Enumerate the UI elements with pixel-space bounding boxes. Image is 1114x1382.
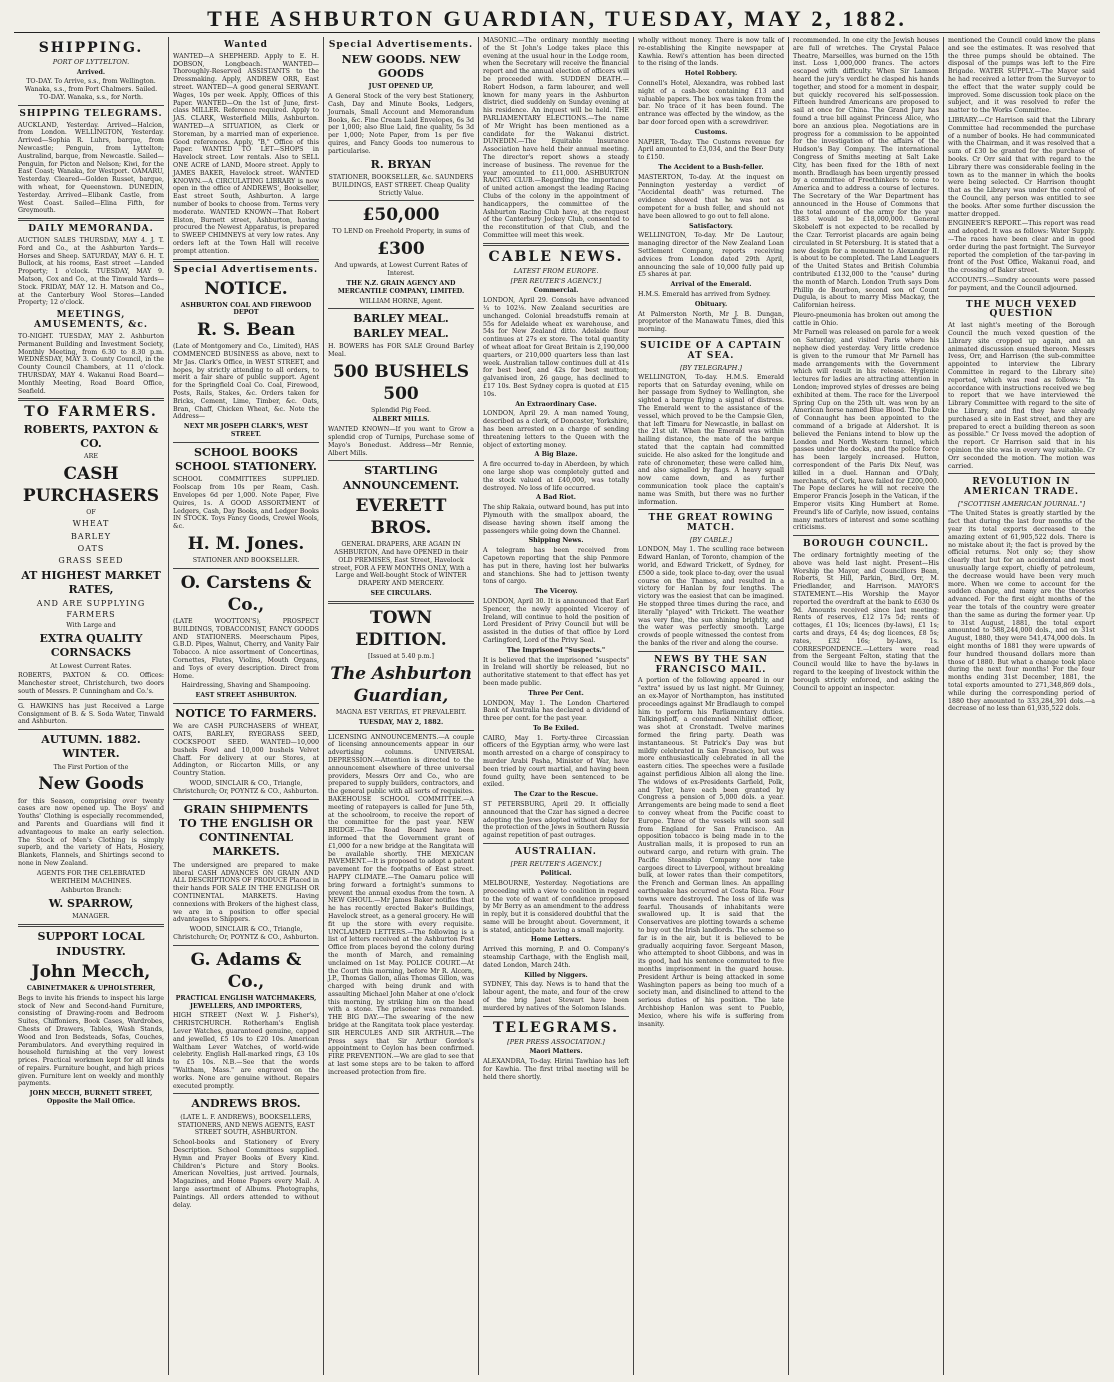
- divider: [483, 843, 629, 844]
- divider: [638, 337, 784, 338]
- manager-text: MANAGER.: [72, 913, 110, 921]
- town-edition: TOWN EDITION.: [355, 607, 447, 650]
- carstens-name: O. Carstens & Co.,: [180, 572, 312, 615]
- firm-offices: ROBERTS, PAXTON & CO. Offices: Manchester street, Christchurch, two doors south of Messrs. P. Cunningham and Co.'s.: [18, 672, 164, 695]
- school-books-heading: SCHOOL BOOKS SCHOOL STATIONERY.: [175, 445, 317, 474]
- special-ads-heading: Special Advertisements.: [173, 264, 319, 275]
- grain-grass-seed: GRASS SEED: [58, 556, 124, 566]
- divider: [173, 442, 319, 443]
- sf-mail-more: Mr Parnell was released on parole for a week on Saturday, and visited Paris where his nephew died yesterday. Very little credence is given to the rumour that Mr Parnell has made arrangements with the Government which will result in his release. Hygienic lectures for ladies are attracting attention in London; improved styles of dresses are being exhibited at them. The race for the Liverpool Spring Cup on the 25th ult. was won by an American horse named Blue Blood. The Duke of Connaught has been appointed to the command of a brigade at Aldershot. It is believed the Fenians intend to blow up the London and North Western tunnel, which passes under the docks, and the police force has been largely increased. Hutton, correspondent of the Paris Dix Neuf, was killed in a duel. Hannan and O'Daly, merchants, of Cork, have failed for £200,000. The Pope declares he will not receive the Emperor Francis Joseph in the Vatican, if the Emperor visits King Humbert at Rome. Freund's life of Carlyle, now issued, contains many matters of interest and some scathing criticisms.: [793, 329, 939, 532]
- australian-heading: AUSTRALIAN.: [515, 847, 597, 858]
- wanted-text: WANTED—A SHEPHERD. Apply to E. H. DOBSON, Longbeach. WANTED—Thoroughly-Reserved ASSISTANTS to the Dressmaking. Apply, ANDREW ORR, East street. WANTED—A good general SERVANT. Wages, 10s per week. Apply, Offices of this Paper. WANTED—On the 1st of June, first-class MILLER. Reference required. Apply to JAS. CLARK, Westerfield Mills, Ashburton. WANTED—A SITUATION, as Clerk or Storeman, by a married man of experience. Good references. Apply, "B," Office of this Paper. WANTED TO LET—SHOPS in Havelock street. Low rentals. Also to SELL ONE ACRE of LAND, Moore street. Apply to JAMES BAKER, Havelock street. WANTED KNOWN.—A CIRCULATING LIBRARY is now open in the office of ANDREWS', Bookseller, East street South, Ashburton. A large number of books to choose from. Terms very moderate. WANTED KNOWN—That Robert Elston, Burnett street, Ashburton, having procured the Newest Apparatus, is prepared to SWEEP CHIMNEYS at very low rates. Any orders left at the Town Hall will receive prompt attention.: [173, 52, 319, 255]
- maori-heading: Maori Matters.: [529, 1048, 583, 1056]
- highest-rates: AT HIGHEST MARKET RATES,: [21, 568, 161, 597]
- wood-sinclair-2: WOOD, SINCLAIR & CO., Triangle, Christchurch; Or, POYNTZ & CO., Ashburton.: [173, 926, 319, 941]
- meetings-heading: MEETINGS, AMUSEMENTS, &c.: [33, 310, 149, 331]
- divider: [948, 473, 1095, 474]
- arrived-text: TO-DAY. To Arrive, s.s., from Wellington. Wanaka, s.s., from Port Chalmers. Sailed. TO-DAY. Wanaka, s.s., for North.: [24, 78, 158, 101]
- rowing-heading: THE GREAT ROWING MATCH.: [648, 513, 774, 534]
- borough-council-text: The ordinary fortnightly meeting of the above was held last night. Present—His Worship the Mayor, and Councillors Bean, Roberts, St Hill, Parkin, Bird, Orr, M. Friedlander, and Harrison. MAYOR'S STATEMENT.—His Worship the Mayor reported the overdraft at the bank to £630 0s 9d. Amounts received since last meeting: Rents of reserves, £12 17s 5d; rents of cottages, £1 10s; licences (by-laws), £1 1s; carts and drays, £4 4s; dog licences, £8 5s; rates, £32 16s; by-laws, 1s. CORRESPONDENCE.—Letters were read from the Sergeant Felton, stating that the Council would like to have the by-laws in regard to the keeping of livestock within the borough strictly enforced, and asking the Council to appoint an inspector.: [793, 552, 939, 692]
- grain-wheat: WHEAT: [72, 519, 110, 529]
- shipping-heading: SHIPPING.: [38, 40, 144, 56]
- cable-news-heading: CABLE NEWS.: [488, 248, 624, 265]
- sparrow-name: W. SPARROW,: [48, 897, 134, 911]
- killed-text: SYDNEY, This day. News is to hand that the labour agent, the mate, and four of the crew of the brig Janet Stewart have been murdered by natives of the Solomon Islands.: [483, 981, 629, 1012]
- andrews-name: ANDREWS BROS.: [191, 1097, 301, 1111]
- divider: [18, 924, 164, 927]
- divider: [483, 1016, 629, 1017]
- divider: [18, 398, 164, 401]
- adams-text: HIGH STREET (Next W. J. Fisher's), CHRISTCHURCH. Rotherham's English Lever Watches, guaranteed genuine, capped and jewelled, £5 10s to £20 10s. American Waltham Lever Watches, of world-wide celebrity. English Hall-marked rings, £3 10s to £5 10s. N.B.—See that the words "Waltham, Mass." are engraved on the works. None are genuine without. Repairs executed promptly.: [173, 1012, 319, 1090]
- maori-text: ALEXANDRA, To-day. Hirini Tawhiao has left for Kawhia. The first tribal meeting will be held there shortly.: [483, 1058, 629, 1081]
- suspects-heading: The Imprisoned "Suspects.": [506, 646, 606, 654]
- big-blaze-heading: A Big Blaze.: [534, 451, 578, 459]
- divider: [328, 308, 474, 309]
- divider: [18, 699, 164, 700]
- home-letters-text: Arrived this morning, P. and O. Company's steamship Carthage, with the English mail, dated London, March 24th.: [483, 946, 629, 969]
- revolution-heading: REVOLUTION IN AMERICAN TRADE.: [964, 477, 1079, 498]
- divider: [793, 535, 939, 536]
- grain-shipments-heading: GRAIN SHIPMENTS TO THE ENGLISH OR CONTINENTAL MARKETS.: [179, 802, 313, 859]
- cash-purchasers: CASH PURCHASERS: [22, 464, 160, 507]
- sf-mail-continued: recommended. In one city the Jewish houses are full of wretches. The Crystal Palace Theatre, Marseilles, was burned on the 15th inst. Loss 1,000,000 francs. The actors escaped with difficulty. When Sir Lamson heard the jury's verdict he clasped his hands together, and stood for a moment in despair, but quickly recovered his self-possession. Fifteen hundred Americans are proposed to sail at once for China. The Grand Jury has found a true bill against Princess Alice, who bore an anxious plea. Negotiations are in progress for a commission to be appointed for the investigation of the affairs of the Hudson's Bay Company. The international Congress of Smiths meeting at Salt Lake City, has been fixed for the 18th of next month. Bradlaugh has been urgently pressed by a committee of Freethinkers to come to America and to address a course of lectures. The Secretary of the War Department has announced in the House of Commons that the total amount of the army for the year 1883 would be £18,000,000. General Skobeleff is not expected to be recalled by the Czar. Terrorist placards are again being circulated in St Petersburg. It is stated that a new design for a monument to Alexander II. is about to be completed. The Land Leaguers of the United States and British Columbia contributed £132,000 to the "cause" during the month of March. London Truth says Dom Phillip de Bourbon, second son of Count Dugula, is about to marry Miss Mackay, the Californian heiress.: [793, 37, 939, 310]
- revolution-source: ["SCOTTISH AMERICAN JOURNAL."]: [957, 500, 1086, 509]
- see-circulars: SEE CIRCULARS.: [370, 590, 432, 598]
- divider: [18, 105, 164, 106]
- exiled-text: CAIRO, May 1. Forty-three Circassian officers of the Egyptian army, who were last month arrested on a charge of conspiracy to murder Arabi Pasha, Minister of War, have been tried by court martial, and having been found guilty, have been sentenced to be exiled.: [483, 734, 629, 789]
- column-1: [14, 37, 169, 1375]
- mecch-signature: JOHN MECCH, BURNETT STREET, Opposite the Mail Office.: [29, 1090, 153, 1106]
- shipping-news-heading: Shipping News.: [528, 537, 584, 545]
- cable-news-sub: LATEST FROM EUROPE.: [513, 267, 599, 276]
- telegrams-heading: TELEGRAMS.: [492, 1019, 620, 1036]
- meetings-text: TO-NIGHT. TUESDAY, MAY 2. Ashburton Permanent Building and Investment Society, Monthly Meeting, from 6.30 to 8.30 p.m. WEDNESDAY, MAY 3. County Council, in the County Council Chambers, at 11 o'clock. THURSDAY, MAY 4. Wakanui Road Board—Monthly Meeting, Road Board Office, Seafield.: [18, 333, 164, 395]
- shipping-telegrams-text: AUCKLAND, Yesterday. Arrived—Halcion, from London. WELLINGTON, Yesterday. Arrived—Sophia R. Luhrs, barque, from Newcastle; Penguin, from Lyttelton; Australind, barque, from Newcastle. Sailed—Penguin, for Picton and Nelson; Kiwi, for the East Coast; Wanaka, for Westport. OAMARU, Yesterday. Cleared—Golden Russet, barque, with wheat, for Queenstown. DUNEDIN, Yesterday. Arrived—Elibank Castle, from West Coast. Sailed—Elina Fifth, for Greymouth.: [18, 121, 164, 215]
- column-5: [634, 37, 789, 1375]
- shipping-news-text: A telegram has been received from Capetown reporting that the ship Penmore has put in there, having lost her bulwarks and stanchions. She had to jettison twenty tons of cargo.: [483, 547, 629, 586]
- new-goods-banner: NEW GOODS. NEW GOODS: [341, 52, 461, 81]
- just-opened: JUST OPENED UP,: [368, 83, 434, 91]
- motto: MAGNA EST VERITAS, ET PREVALEBIT.: [335, 709, 467, 716]
- everett-text: GENERAL DRAPERS, ARE AGAIN IN ASHBURTON, And have OPENED in their OLD PREMISES, East Street, Havelock street, FOR A FEW MONTHS ONLY, With a Large and Well-bought Stock of WINTER DRAPERY AND MERCERY.: [331, 541, 471, 588]
- divider: [18, 218, 164, 221]
- are-text: ARE: [84, 453, 98, 461]
- suicide-text: WELLINGTON, To-day. H.M.S. Emerald reports that on Saturday evening, while on her passage from Sydney to Wellington, she sighted a barque flying a signal of distress. The Emerald went to the assistance of the vessel, which proved to be the Campsie Glen, that left Timaru for Newcastle, in ballast on the 21st ult. When the Emerald was within hailing distance, the mate of the barque stated that the captain had committed suicide. He also asked for the longitude and rate of chronometer, these were called him, and also signalled by flags. A heavy squall now came down, and as further communication took place the captain's name was Smith, but there was no further information.: [638, 373, 784, 506]
- andrews-sub: (LATE L. F. ANDREWS), BOOKSELLERS, STATIONERS, AND NEWS AGENTS, EAST STREET SOUTH, ASHBURTON.: [177, 1113, 315, 1137]
- bean-text: (Late of Montgomery and Co., Limited), HAS COMMENCED BUSINESS as above, next to Mr Jas. Clark's Office, in WEST STREET, and hopes, by strictly attending to all orders, to merit a fair share of public support. Agent for the Springfield Coal Co. Coal, Firewood, Posts, Rails, Stakes, &c. Orders taken for Bricks, Cement, Lime, Timber, &c. Oats, Bran, Chaff, Chicken Wheat, &c. Note the Address—: [173, 343, 319, 421]
- editorial-text: LICENSING ANNOUNCEMENTS.—A couple of licensing announcements appear in our advertising columns. UNIVERSAL DEPRESSION.—Attention is directed to the announcement elsewhere of three universal providers, Messrs Orr and Co., who are prepared to supply builders, contractors, and the general public with all sorts of requisites. BAKEHOUSE SCHOOL COMMITTEE.—A meeting of ratepayers is called for June 5th, at the schoolroom, to receive the report of the committee for the past year. NEW BRIDGE.—The Road Board have been informed that the Government grant of £1,000 for a new bridge at the Rangitata will be available shortly. THE MEXICAN PAVEMENT.—It is proposed to adopt a patent pavement for the footpaths of East street. HAPPY CLIMATE.—The Oamaru police will bring forward a fortnight's summons to prevent the annual exodus from the town. A NEW GHOUL.—Mr James Baker notifies that he has recently erected Baker's Buildings, Havelock street, as a general grocery. He will fit up the store with every requisite. UNCLAIMED LETTERS.—The following is a list of letters received at the Ashburton Post Office from places beyond the colony during the month of March, and remaining unclaimed on 1st May. POLICE COURT.—At the Court this morning, before Mr R. Alcorn, J.P., Thomas Gallon, alias Thomas Gillon, was charged with being drunk and with assaulting Michael John Maher at one o'clock this morning, by striking him on the head with a stone. The prisoner was remanded. THE BIG DAY.—The swearing of the new bridge at the Rangitata took place yesterday. SIR HERCULES AND SIR ARTHUR.—The Press says that Sir Arthur Gordon's appointment to Ceylon has been confirmed. FIRE PREVENTION.—We are glad to see that at last some steps are to be taken to afford increased protection from fire.: [328, 733, 474, 1076]
- big-blaze-text: A fire occurred to-day in Aberdeen, by which one large shop was completely gutted and the stock valued at £40,000, was totally destroyed. No loss of life occurred.: [483, 461, 629, 492]
- press-association: [PER PRESS ASSOCIATION.]: [507, 1038, 605, 1047]
- pleuro-text: Pleuro-pneumonia has broken out among the cattle in Ohio.: [793, 311, 939, 327]
- killed-heading: Killed by Niggers.: [524, 971, 588, 979]
- issue-date: TUESDAY, MAY 2, 1882.: [358, 718, 444, 726]
- library-text: LIBRARY.—Cr Harrison said that the Library Committee had recommended the purchase of a number of books. He had communicated with the Chairman, and it was resolved that a sum of £30 be granted for the purchase of books. Cr Orr said that with regard to the Library there was considerable feeling in the town as to the manner in which the books were being selected. Cr Harrison thought that as the Library was under the control of the Council, any person was entitled to see the books. After some further discussion the matter dropped.: [948, 116, 1095, 218]
- accounts-text: ACCOUNTS.—Sundry accounts were passed for payment, and the Council adjourned.: [948, 276, 1095, 292]
- hotel-robbery-heading: Hotel Robbery.: [684, 70, 738, 78]
- political-text: MELBOURNE, Yesterday. Negotiations are proceeding with a view to coalition in regard to the vote of want of confidence proposed by Mr Berry as an amendment to the address in reply, but it is considered doubtful that the same will be brought about. Government, it is stated, anticipate having a small majority.: [483, 879, 629, 934]
- viceroy-heading: The Viceroy.: [534, 588, 578, 596]
- paper-title: The Ashburton Guardian,: [330, 663, 472, 706]
- divider: [328, 460, 474, 461]
- column-4: [479, 37, 634, 1375]
- notice-farmers-text: We are CASH PURCHASERS of WHEAT, OATS, BARLEY, RYEGRASS SEED, COCKSFOOT SEED. WANTED—10,000 bushels Fowl and 10,000 bushels Velvet Chaff. For delivery at our Stores, at Addington, or Riccarton Mills, or any Country Station.: [173, 723, 319, 778]
- engineer-report: ENGINEER'S REPORT.—This report was read and adopted. It was as follows: Water Supply.—The races have been clear and in good order during the past fortnight. The Surveyor reported the completion of the tar-paving in front of the Post Office, Wakanui road, and the crossing of Baker street.: [948, 220, 1095, 275]
- carstens-address: EAST STREET ASHBURTON.: [195, 692, 297, 700]
- emerald-heading: Arrival of the Emerald.: [670, 281, 752, 289]
- jones-sub: STATIONER AND BOOKSELLER.: [192, 557, 300, 565]
- bryan-sub: STATIONER, BOOKSELLER, &c. SAUNDERS BUILDINGS, EAST STREET. Cheap Quality Strictly Value.: [328, 173, 474, 197]
- divider: [173, 703, 319, 704]
- column-7: [944, 37, 1099, 1375]
- divider: [328, 601, 474, 604]
- sf-mail-text: A portion of the following appeared in our "extra" issued by us last night. Mr Guinney, an ex-Mayor of Northampton, has instituted proceedings against Mr Bradlaugh to compel him to perform his Parliamentary duties. Talkingshoff, a condemned Nihilist officer, was shot at Cronstadt. Twelve marines formed the firing party. Death was instantaneous. St Patrick's Day was but mildly celebrated in San Francisco, but was more enthusiastically celebrated in all the eastern cities. The speeches were a fusilade against perfidious Albion all along the line. The widows of ex-Presidents Garfield, Polk, and Tyler, have each been granted by Congress a pension of 5,000 dols. a year. Arrangements are being made to send a fleet to convey wheat from the Pacific coast to Europe. Three of the vessels will soon sail from England for San Francisco. An opposition tobacco is being made in to the Australian mails, it is proposed to run an outward cargo, and return with grain. The Pacific Steamship Company now take cargoes direct to Liverpool, without breaking bulk, at lower rates than their competitors, the French and German lines. An appalling earthquake has occurred at Costa Rica. Four towns were destroyed. The loss of life was fearful. Thousands of inhabitants were swallowed up. It is said that the Conservatives are plotting towards a scheme to buy out the Irish landlords. The scheme so far is in the air, but it is believed to be gradually acquiring favor. Sergeant Mason, who attempted to shoot Gibbons, and was in its good, had his sentence commuted to five months imprisonment in the guard house. President Arthur is being attacked in some Washington papers as being too much of a society man, and disinclined to attend to the serious duties of his position. The late Archbishop Hanlon was sent to Pueblo, Mexico, where his wife is suffering from insanity.: [638, 677, 784, 1028]
- autumn-winter: AUTUMN. 1882. WINTER.: [41, 733, 141, 761]
- carstens-text: (LATE WOOTTON'S), PROSPECT BUILDINGS, TOBACCONIST, FANCY GOODS AND STATIONERS. Meerschaum Pipes, G.B.D. Pipes, Walnut, Cherry, and Vanity Fair Tobacco. A nice assortment of Concertinas, Cornettes, Flutes, Violins, Mouth Organs, and Toys of every description. Direct from Home.: [173, 618, 319, 680]
- support-local: SUPPORT LOCAL INDUSTRY.: [37, 930, 145, 958]
- bean-address: NEXT MR JOSEPH CLARK'S, WEST STREET.: [183, 423, 309, 439]
- bowers-text: H. BOWERS has FOR SALE Ground Barley Meal.: [328, 342, 474, 358]
- divider: [173, 945, 319, 946]
- divider: [638, 509, 784, 510]
- hawkins-ad: G. HAWKINS has just Received a Large Consignment of B. & S. Soda Water, Tinwald and Ashburton.: [18, 702, 164, 726]
- wood-sinclair: WOOD, SINCLAIR & CO., Triangle, Christchurch; Or, POYNTZ & CO., Ashburton.: [173, 779, 319, 795]
- obituary-text: At Palmerston North, Mr J. B. Dungan, proprietor of the Manawatu Times, died this morning.: [638, 310, 784, 334]
- andrews-text: School-books and Stationery of Every Description. School Committees supplied. Hymn and Prayer Books of Every Kind. Children's Picture and Story Books. American Novelties, just arrived. Journals, Magazines, and Home Papers every Mail. A large assortment of Albums. Photographs, Paintings. All orders attended to without delay.: [173, 1139, 319, 1209]
- albert-mills: ALBERT MILLS.: [372, 416, 430, 424]
- issued-time: [Issued at 5.40 p.m.]: [368, 653, 434, 661]
- by-cable: [BY CABLE.]: [689, 536, 733, 545]
- local-news-text: MASONIC.—The ordinary monthly meeting of the St John's Lodge takes place this evening at the usual hour in the Lodge room, when the Secretary will receive the financial report and the annual election of officers will be proceeded with. SUDDEN DEATH.—Robert Hodson, a farm labourer, and well known for many years in the Ashburton district, died suddenly on Sunday evening at his residence. An inquest will be held. THE PARLIAMENTARY ELECTIONS.—The name of Mr Wright has been mentioned as a candidate for the Wakanui district. DUNEDIN.—The Equitable Insurance Association have held their annual meeting. The director's report shows a steady increase of business. The revenue for the year amounted to £11,000. ASHBURTON RACING CLUB.—Regarding the importance of united action amongst the leading Racing Clubs of the colony in the appointment of handicappers, the committee of the Ashburton Racing Club have, at the request of the Canterbury Jockey Club, consented to the reconstitution of that Club, and the Committee will meet this week.: [483, 37, 629, 239]
- viceroy-text: LONDON, April 30. It is announced that Earl Spencer, the newly appointed Viceroy of Ireland, will continue to hold the position of Lord President of Privy Council but will be assisted in the duties of that office by Lord Carlingford, Lord of the Privy Seal.: [483, 597, 629, 644]
- loan-amount: £300: [377, 239, 425, 260]
- lowest-rates: At Lowest Current Rates.: [50, 662, 132, 670]
- grain-oats: OATS: [77, 543, 105, 553]
- column-3: [324, 37, 479, 1375]
- port-heading: PORT OF LYTTELTON.: [52, 58, 130, 67]
- divider: [173, 1093, 319, 1094]
- adams-name: G. Adams & Co.,: [190, 949, 302, 992]
- satisfactory-heading: Satisfactory.: [689, 222, 733, 230]
- mecch-name: John Mecch,: [31, 961, 151, 982]
- notice-heading: NOTICE.: [204, 278, 288, 299]
- divider: [948, 296, 1095, 297]
- columns: [14, 37, 1100, 1375]
- divider: [483, 243, 629, 246]
- revolution-text: "The United States is greatly startled by the fact that during the last four months of the year its total exports decreased to the amazing extent of 61,905,522 dols. There is no mistake about it; the fact is proved by the official returns. Not only so; they show clearly that but for an accidental and most unusually large export, chiefly of petroleum, the decrease would have been very much more. When we come to account for the sudden change, and many are the theories advanced. For the first eight months of the year the totals of the country were greater than the same as during the former year. Up to 31st August, 1881, the total export amounted to 588,244,000 dols., and on 31st August, 1880, they were 541,474,000 dols. In eight months of 1881 they were upwards of four hundred thousand dollars more than those of 1880. But what a change took place during the next four months! For the four months ending 31st December, 1881, the total exports amounted to 271,348,869 dols., while during the corresponding period of 1880 they amounted to 333,284,391 dols.—a decrease of no less than 61,935,522 dols.: [948, 510, 1095, 713]
- kawhia-text: wholly without money. There is now talk of re-establishing the Kingite newspaper at Kawhia. Rewi's attention has been directed to the rising of the lands.: [638, 37, 784, 68]
- new-goods-text: for this Season, comprising over twenty cases are now opened up. The Boys' and Youths' Clothing is especially recommended, and Parents and Guardians will find it advantageous to make an early selection. The Stock of Men's Clothing is simply superb, and the variety of Hats, Hosiery, Blankets, Flannels, and Shirtings second to none in New Zealand.: [18, 797, 164, 867]
- loan-rest: And upwards, at Lowest Current Rates of Interest.: [334, 262, 468, 278]
- divider: [173, 568, 319, 569]
- masthead: THE ASHBURTON GUARDIAN, TUESDAY, MAY 2, 1882.: [14, 6, 1100, 33]
- grain-shipments-text: The undersigned are prepared to make liberal CASH ADVANCES ON GRAIN AND ALL DESCRIPTIONS OF PRODUCE Placed in their hands FOR SALE IN THE ENGLISH OR CONTINENTAL MARKETS. Having connexions with Brokers of the highest class, we are in a position to offer special advantages to Shippers.: [173, 861, 319, 924]
- customs-heading: Customs.: [694, 128, 728, 136]
- coal-depot-heading: ASHBURTON COAL AND FIREWOOD DEPOT: [180, 301, 312, 317]
- political-heading: Political.: [540, 870, 572, 878]
- grain-barley: BARLEY: [70, 531, 112, 541]
- agents-text: AGENTS FOR THE CELEBRATED WERTHEIM MACHINES.: [36, 869, 146, 885]
- cornsacks: EXTRA QUALITY CORNSACKS: [39, 631, 143, 660]
- everett-name: EVERETT BROS.: [355, 496, 447, 539]
- borough-council-heading: BOROUGH COUNCIL.: [802, 539, 930, 550]
- czar-text: ST PETERSBURG, April 29. It officially announced that the Czar has signed a decree adopting the Jews adopted without delay for the protection of the Jews in Southern Russia against repetition of past outrages.: [483, 801, 629, 840]
- bean-name: R. S. Bean: [196, 320, 296, 341]
- wanted-known-turnips: WANTED KNOWN—If you want to Grow a splendid crop of Turnips, Purchase some of Mayo's Bonedust. Address—Mr Rennie, Albert Mills.: [328, 426, 474, 457]
- vexed-question-heading: THE MUCH VEXED QUESTION: [965, 299, 1078, 320]
- horne-agent: WILLIAM HORNE, Agent.: [359, 297, 443, 305]
- accident-text: MASTERTON, To-day. At the inquest on Pennington yesterday a verdict of "Accidental death" was returned. The evidence showed that he was not as competent for a bush feller, and should not have been allowed to go out to fell alone.: [638, 173, 784, 220]
- customs-text: NAPIER, To-day. The Customs revenue for April amounted to £3,034, and the Beer Duty to £150.: [638, 138, 784, 162]
- daily-memoranda-text: AUCTION SALES THURSDAY, MAY 4. J. T. Ford and Co., at the Ashburton Yards—Horses and Sheep. SATURDAY, MAY 6. H. T. Bullock, at his rooms, East street —Landed Property; 1 o'clock. TUESDAY, MAY 9. Matson, Cox and Co., at the Tinwald Yards—Stock. FRIDAY, MAY 12. H. Matson and Co., at the Canterbury Wool Stores—Landed Property; 12 o'clock.: [18, 237, 164, 307]
- divider: [638, 651, 784, 652]
- obituary-heading: Obituary.: [694, 300, 728, 308]
- adams-sub: PRACTICAL ENGLISH WATCHMAKERS, JEWELLERS, AND IMPORTERS,: [175, 994, 317, 1010]
- pig-feed: Splendid Pig Feed.: [370, 406, 431, 414]
- commercial-text: LONDON, April 29. Consols have advanced ¼ to 102⅛. New Zealand securities are unchanged. Colonial breadstuffs remain at 55s for Adelaide wheat ex warehouse, and 54s for New Zealand ditto. Adelaide flour continues at 27s ex store. The total quantity of wheat afloat for Great Britain is 2,190,000 quarters, or 210,000 quarters less than last week. Australian tallow continues dull at 41s for best beef, and 42s for best mutton; galvanised iron, 26 gauge, has declined to £17 10s. Best Sydney copra is quoted at £15 10s.: [483, 297, 629, 398]
- reuter-agency: [PER REUTER'S AGENCY.]: [510, 277, 602, 286]
- divider: [328, 200, 474, 201]
- firm-name: ROBERTS, PAXTON & CO.: [23, 422, 159, 451]
- new-goods: New Goods: [38, 774, 144, 795]
- arrived-heading: Arrived.: [76, 68, 106, 76]
- barley-meal-heading: BARLEY MEAL. BARLEY MEAL.: [353, 312, 449, 340]
- ashburton-branch: Ashburton Branch:: [60, 887, 122, 895]
- bad-riot-text: The ship Rakaia, outward bound, has put into Plymouth with the smallpox aboard, the disease having shown itself among the passengers while going down the Channel.: [483, 504, 629, 535]
- bad-riot-heading: A Bad Riot.: [535, 494, 576, 502]
- hotel-robbery-text: Connell's Hotel, Alexandra, was robbed last night of a cash-box containing £13 and valuable papers. The box was taken from the bar. No trace of it has been found. The entrance was effected by the window, as the bar door forced open with a screwdriver.: [638, 79, 784, 126]
- bushels: 500 BUSHELS 500: [332, 361, 470, 404]
- extraordinary-heading: An Extraordinary Case.: [515, 400, 597, 408]
- bryan-name: R. BRYAN: [370, 157, 432, 171]
- emerald-text: H.M.S. Emerald has arrived from Sydney.: [638, 290, 771, 298]
- farmers-heading: TO FARMERS.: [24, 404, 158, 421]
- australian-sub: [PER REUTER'S AGENCY.]: [510, 859, 602, 868]
- cabinetmaker: CABINETMAKER & UPHOLSTERER,: [26, 984, 156, 992]
- first-portion: The First Portion of the: [53, 763, 129, 771]
- loan-text: TO LEND on Freehold Property, in sums of: [332, 228, 470, 236]
- bryan-text: A General Stock of the very best Stationery, Cash, Day and Minute Books, Ledgers, Journals, Small Account and Memorandum Books, &c. Fine Cream Laid Envelopes, 6s 3d per 1,000; also Blue Laid, fine quality, 5s 3d per 1,000; Note Paper, from 1s per five quires, and Fancy Goods too numerous to particularise.: [328, 93, 474, 155]
- extraordinary-text: LONDON, April 29. A man named Young, described as a clerk, of Doncaster, Yorkshire, has been arrested on a charge of sending threatening letters to the Queen with the object of extorting money.: [483, 410, 629, 449]
- czar-heading: The Czar to the Rescue.: [513, 791, 599, 799]
- three-per-cent-text: LONDON, May 1. The London Chartered Bank of Australia has declared a dividend of three per cent. for the past year.: [483, 699, 629, 723]
- suicide-heading: SUICIDE OF A CAPTAIN AT SEA.: [640, 340, 782, 361]
- special-ads-heading-2: Special Advertisements.: [328, 40, 474, 50]
- divider: [173, 259, 319, 262]
- divider: [18, 729, 164, 730]
- home-letters-heading: Home Letters.: [530, 936, 582, 944]
- vexed-question-text: At last night's meeting of the Borough Council the much vexed question of the Library site cropped up again, and an animated discussion ensued thereon. Messrs Ivess, Orr, and Harrison (the sub-committee appointed to interview the Library Committee in regard to the Library site) reported, which was read as follows: "In accordance with instructions received we beg to report that we have interviewed the Library Committee with regard to the site of the Library, and find they have already purchased a site in East street, and they are prepared to erect a building thereon as soon as possible." Cr Ivess moved the adoption of the report. Cr Harrison said that in his opinion the site was in every way suitable. Cr Orr seconded the motion. The motion was carried.: [948, 322, 1095, 470]
- by-telegraph: [BY TELEGRAPH.]: [679, 363, 742, 372]
- sf-mail-heading: NEWS BY THE SAN FRANCISCO MAIL.: [654, 654, 768, 675]
- three-per-cent-heading: Three Per Cent.: [528, 689, 584, 697]
- startling-heading: STARTLING ANNOUNCEMENT.: [342, 464, 460, 492]
- loan-amount-big: £50,000: [362, 205, 440, 226]
- jones-name: H. M. Jones.: [187, 534, 305, 555]
- divider: [328, 730, 474, 731]
- shipping-telegrams-heading: SHIPPING TELEGRAMS.: [19, 108, 163, 119]
- mecch-text: Begs to invite his friends to inspect his large stock of New and Second-hand Furniture, consisting of Drawing-room and Bedroom Suites, Chiffoniers, Book Cases, Wardrobes, Chests of Drawers, Tables, Wash Stands, Wood and Iron Bedsteads, Sofas, Couches, Perambulators. And everything required in household furnishing at the very lowest prices. Practical workmen kept for all kinds of repairs. Furniture bought, and high prices given. Furniture lent on weekly and monthly payments.: [18, 994, 164, 1088]
- column-2: [169, 37, 324, 1375]
- supplying-text: AND ARE SUPPLYING FARMERS: [36, 599, 146, 619]
- divider: [173, 799, 319, 800]
- commercial-heading: Commercial.: [533, 287, 579, 295]
- exiled-heading: To Be Exiled.: [533, 724, 579, 732]
- with-text: With Large and: [66, 622, 116, 630]
- column-6: [789, 37, 944, 1375]
- suspects-text: It is believed that the imprisoned "suspects" in Ireland will shortly be released, but no authoritative statement to that effect has yet been made public.: [483, 656, 629, 687]
- accident-heading: The Accident to a Bush-feller.: [658, 163, 764, 171]
- hairdressing: Hairdressing, Shaving and Shampooing.: [181, 682, 311, 690]
- council-continued: mentioned the Council could know the plans and see the estimates. It was resolved that the three pumps should be obtained. The disposal of the pumps was left to the Fire Brigade. WATER SUPPLY.—The Mayor said he had received a letter from the Surveyor to the effect that the water supply could be improved. Some discussion took place on the subject, and it was resolved to refer the matter to the Works Committee.: [948, 37, 1095, 115]
- notice-farmers-heading: NOTICE TO FARMERS.: [175, 707, 317, 721]
- satisfactory-text: WELLINGTON, To-day. Mr De Lautour, managing director of the New Zealand Loan Settlement Company, reports receiving advices from London dated 29th April, announcing the sale of 10,000 fully paid up £5 shares at par.: [638, 232, 784, 279]
- grain-company: THE N.Z. GRAIN AGENCY AND MERCANTILE COMPANY, LIMITED.: [337, 279, 465, 295]
- school-text: SCHOOL COMMITTEES SUPPLIED. Foolscap from 10s per Ream, Cash. Envelopes 6d per 1,000. Note Paper, Five Quires, 1s. A GOOD ASSORTMENT of Ledgers, Cash, Day Books, and Ledger Books IN STOCK. Toys Fancy Goods, Crewel Wools, &c.: [173, 476, 319, 531]
- daily-memoranda-heading: DAILY MEMORANDA.: [28, 224, 154, 235]
- rowing-text: LONDON, May 1. The sculling race between Edward Hanlan, of Toronto, champion of the world, and Edward Trickett, of Sydney, for £500 a side, took place to-day, over the usual course on the Thames, and resulted in a victory for Hanlan by four lengths. The victory was the easiest that can be imagined. He stopped three times during the race, and literally "played" with Trickett. The weather was very fine, the sun shining brightly, and the water was perfectly smooth. Large crowds of people witnessed the contest from the banks of the river and along the course.: [638, 546, 784, 647]
- wanted-heading: Wanted: [224, 40, 268, 50]
- of-text: OF: [86, 509, 96, 517]
